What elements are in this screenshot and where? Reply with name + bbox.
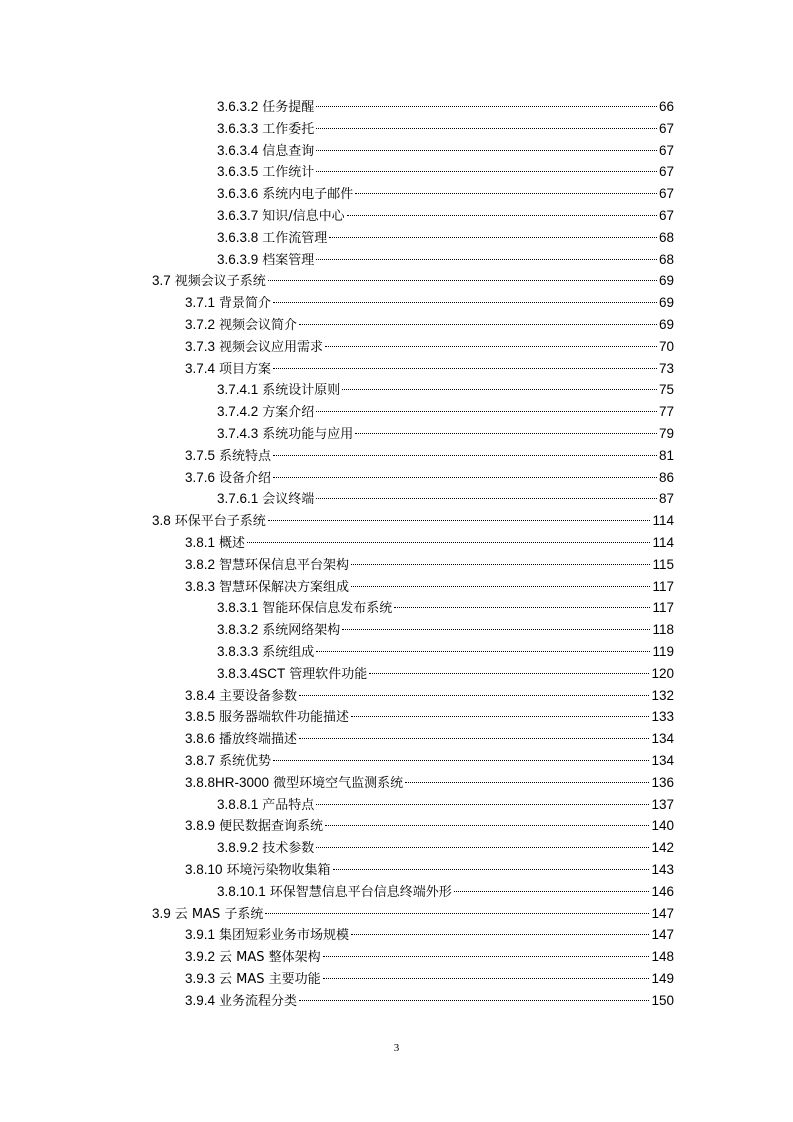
toc-entry[interactable]	[217, 141, 674, 161]
toc-dot-leader	[316, 498, 657, 499]
toc-entry[interactable]	[185, 686, 674, 706]
toc-entry[interactable]	[217, 838, 674, 858]
toc-entry-title: 视频会议子系统	[174, 274, 266, 290]
toc-entry-title: 系统组成	[262, 645, 315, 660]
toc-entry-title: 知识/信息中心	[262, 209, 345, 224]
toc-entry[interactable]	[185, 991, 674, 1011]
toc-entry-number: 3.6.3.5	[217, 164, 259, 180]
toc-entry-number: 3.8.10	[185, 862, 223, 877]
toc-entry-title: 云 MAS 子系统	[174, 906, 264, 922]
toc-entry[interactable]	[185, 533, 674, 553]
toc-entry-title: 系统内电子邮件	[262, 187, 354, 203]
toc-entry-page: 150	[651, 992, 674, 1008]
toc-entry-title: 技术参数	[262, 841, 315, 857]
toc-entry[interactable]	[217, 489, 674, 509]
toc-entry-number: 3.8.9	[185, 818, 216, 834]
toc-dot-leader	[454, 891, 650, 892]
toc-entry-title: 集团短彩业务市场规模	[219, 928, 350, 944]
toc-entry-number: 3.7.6	[185, 469, 216, 485]
toc-entry-number: 3.9.1	[185, 927, 216, 943]
toc-entry-page: 67	[658, 120, 674, 136]
toc-entry-page: 67	[658, 186, 674, 202]
toc-entry-page: 148	[651, 949, 674, 965]
toc-entry-title: 视频会议简介	[219, 318, 298, 333]
toc-entry-page: 146	[651, 883, 674, 899]
toc-dot-leader	[342, 389, 657, 390]
toc-dot-leader	[273, 477, 657, 478]
toc-entry-number: 3.7.6.1	[217, 491, 259, 507]
toc-entry-number: 3.7.5	[185, 447, 216, 463]
toc-dot-leader	[299, 1000, 649, 1001]
toc-entry-number: 3.8.2	[185, 556, 216, 572]
toc-entry-title: 任务提醒	[262, 100, 315, 115]
toc-dot-leader	[342, 629, 650, 630]
toc-dot-leader	[299, 695, 649, 696]
toc-entry-page: 70	[658, 338, 674, 354]
toc-entry-title: 工作统计	[262, 165, 315, 181]
toc-entry-number: 3.8.7	[185, 753, 216, 768]
toc-dot-leader	[351, 564, 650, 565]
toc-entry-number: 3.8.4	[185, 687, 216, 703]
toc-entry-number: 3.7.2	[185, 317, 216, 332]
toc-entry-title: 业务流程分类	[219, 993, 298, 1009]
toc-entry-number: 3.6.3.9	[217, 251, 259, 267]
toc-entry[interactable]	[217, 206, 674, 226]
toc-dot-leader	[316, 411, 657, 412]
toc-entry-page: 140	[651, 818, 674, 834]
toc-entry[interactable]	[185, 773, 674, 793]
toc-dot-leader	[316, 651, 650, 652]
toc-entry-number: 3.8.6	[185, 731, 216, 747]
toc-entry-title: 微型环境空气监测系统	[273, 775, 404, 791]
toc-entry-number: 3.7.4.3	[217, 426, 259, 441]
toc-entry-title: 智能环保信息发布系统	[262, 601, 393, 617]
toc-entry[interactable]	[185, 315, 674, 335]
toc-entry-page: 69	[658, 295, 674, 311]
toc-dot-leader	[323, 978, 650, 979]
toc-entry-page: 115	[652, 556, 674, 572]
toc-entry-title: 视频会议应用需求	[219, 339, 324, 355]
toc-entry-page: 114	[652, 535, 674, 550]
toc-dot-leader	[329, 237, 657, 238]
toc-entry-title: 系统网络架构	[262, 623, 341, 639]
toc-entry-page: 81	[658, 447, 674, 463]
toc-entry-title: 主要设备参数	[219, 688, 298, 704]
toc-dot-leader	[316, 259, 657, 260]
toc-entry-page: 87	[658, 491, 674, 507]
toc-dot-leader	[273, 302, 657, 303]
toc-entry[interactable]	[217, 424, 674, 444]
toc-entry[interactable]	[185, 468, 674, 488]
toc-entry[interactable]	[185, 293, 674, 313]
toc-entry-page: 66	[658, 99, 674, 114]
toc-dot-leader	[351, 934, 649, 935]
toc-entry-page: 133	[651, 709, 674, 725]
toc-entry-page: 119	[652, 644, 674, 659]
toc-dot-leader	[273, 455, 657, 456]
toc-entry-title: 信息查询	[262, 143, 315, 159]
toc-entry[interactable]	[217, 184, 674, 204]
toc-entry-number: 3.7	[152, 273, 171, 289]
toc-entry[interactable]	[185, 816, 674, 836]
toc-entry-number: 3.9.2	[185, 949, 216, 965]
toc-dot-leader	[333, 869, 650, 870]
toc-entry-page: 142	[651, 840, 674, 856]
toc-entry-page: 147	[651, 927, 674, 943]
toc-entry-number: 3.8.3.1	[217, 600, 259, 616]
toc-entry-page: 69	[658, 317, 674, 332]
toc-entry-title: 概述	[219, 536, 246, 551]
toc-entry-title: 播放终端描述	[219, 732, 298, 748]
toc-entry[interactable]	[217, 664, 674, 684]
toc-entry-number: 3.8.9.2	[217, 840, 259, 856]
toc-entry-number: 3.7.4.2	[217, 404, 259, 420]
toc-dot-leader	[247, 542, 650, 543]
toc-dot-leader	[369, 673, 649, 674]
toc-entry-page: 143	[651, 862, 674, 877]
toc-entry-page: 134	[651, 753, 674, 768]
toc-entry-page: 73	[658, 360, 674, 376]
toc-entry-number: 3.8.8HR-3000	[185, 774, 270, 790]
toc-entry-page: 67	[658, 208, 674, 223]
toc-dot-leader	[323, 956, 650, 957]
toc-dot-leader	[316, 106, 657, 107]
toc-dot-leader	[299, 324, 657, 325]
toc-entry-number: 3.8.10.1	[217, 883, 266, 899]
toc-entry-number: 3.7.4	[185, 360, 216, 376]
toc-entry[interactable]	[217, 162, 674, 182]
toc-entry-title: 环保平台子系统	[174, 514, 266, 530]
toc-entry-number: 3.8.3.4SCT	[217, 665, 286, 681]
toc-dot-leader	[316, 171, 657, 172]
toc-entry-page: 136	[651, 774, 674, 790]
toc-entry-title: 管理软件功能	[289, 666, 368, 682]
toc-entry-title: 系统优势	[219, 754, 272, 769]
toc-entry-number: 3.8.3.2	[217, 622, 259, 638]
toc-entry-number: 3.9.3	[185, 971, 216, 986]
toc-entry-number: 3.7.1	[185, 295, 216, 311]
toc-entry-page: 114	[652, 513, 674, 529]
page-number: 3	[393, 1042, 400, 1054]
toc-entry[interactable]	[185, 337, 674, 357]
toc-dot-leader	[355, 193, 657, 194]
toc-entry[interactable]	[185, 969, 674, 989]
toc-dot-leader	[316, 804, 649, 805]
toc-entry[interactable]	[185, 751, 674, 771]
toc-entry-page: 120	[651, 665, 674, 681]
toc-entry-title: 智慧环保解决方案组成	[219, 579, 350, 595]
toc-entry[interactable]	[185, 925, 674, 945]
toc-entry-page: 75	[658, 382, 674, 398]
toc-entry-number: 3.6.3.7	[217, 208, 259, 223]
toc-entry-title: 工作流管理	[262, 230, 328, 246]
toc-dot-leader	[273, 760, 649, 761]
toc-entry-page: 117	[652, 578, 674, 594]
toc-dot-leader	[299, 738, 649, 739]
toc-entry-page: 67	[658, 164, 674, 180]
toc-entry-title: 系统设计原则	[262, 383, 341, 399]
toc-dot-leader	[325, 346, 657, 347]
toc-entry-page: 134	[651, 731, 674, 747]
toc-entry[interactable]	[217, 795, 674, 815]
toc-entry[interactable]	[185, 947, 674, 967]
toc-entry[interactable]	[217, 620, 674, 640]
toc-entry[interactable]	[217, 250, 674, 270]
toc-dot-leader	[325, 825, 649, 826]
toc-entry-number: 3.8.1	[185, 535, 216, 550]
toc-entry[interactable]	[217, 642, 674, 662]
toc-entry-number: 3.8	[152, 513, 171, 529]
toc-dot-leader	[268, 280, 657, 281]
toc-dot-leader	[316, 847, 649, 848]
toc-entry-page: 68	[658, 229, 674, 245]
toc-entry-number: 3.6.3.6	[217, 186, 259, 202]
toc-dot-leader	[351, 586, 650, 587]
toc-entry-title: 档案管理	[262, 252, 315, 268]
toc-entry[interactable]	[152, 904, 674, 924]
toc-entry-title: 系统特点	[219, 448, 272, 464]
toc-entry-number: 3.6.3.4	[217, 142, 259, 158]
toc-entry[interactable]	[185, 446, 674, 466]
toc-entry-title: 环境污染物收集箱	[226, 863, 331, 878]
toc-dot-leader	[394, 607, 650, 608]
toc-entry[interactable]	[152, 511, 674, 531]
toc-entry-page: 86	[658, 469, 674, 485]
toc-dot-leader	[273, 368, 657, 369]
toc-entry-number: 3.7.4.1	[217, 382, 259, 398]
toc-entry-title: 工作委托	[262, 121, 315, 137]
toc-entry-title: 设备介绍	[219, 470, 272, 486]
toc-entry-title: 方案介绍	[262, 405, 315, 421]
toc-entry-title: 服务器端软件功能描述	[219, 710, 350, 726]
toc-entry-page: 67	[658, 142, 674, 158]
toc-dot-leader	[347, 215, 657, 216]
toc-entry-number: 3.6.3.3	[217, 120, 259, 136]
toc-entry-number: 3.9.4	[185, 992, 216, 1008]
toc-entry-number: 3.8.8.1	[217, 796, 259, 812]
toc-entry-title: 环保智慧信息平台信息终端外形	[269, 884, 452, 900]
toc-dot-leader	[268, 520, 651, 521]
toc-entry-page: 137	[651, 796, 674, 812]
toc-entry[interactable]	[217, 882, 674, 902]
toc-entry-page: 132	[651, 687, 674, 703]
toc-entry-page: 79	[658, 426, 674, 441]
toc-entry-number: 3.8.3	[185, 578, 216, 594]
toc-entry-number: 3.8.5	[185, 709, 216, 725]
toc-entry-title: 项目方案	[219, 361, 272, 377]
toc-dot-leader	[405, 782, 649, 783]
toc-entry-number: 3.9	[152, 905, 171, 921]
toc-entry-page: 149	[651, 971, 674, 986]
toc-entry[interactable]	[185, 359, 674, 379]
toc-entry[interactable]	[185, 577, 674, 597]
toc-entry[interactable]	[185, 860, 674, 880]
toc-entry-number: 3.8.3.3	[217, 644, 259, 659]
toc-entry-title: 系统功能与应用	[262, 427, 354, 442]
toc-entry-page: 117	[652, 600, 674, 616]
toc-dot-leader	[316, 150, 657, 151]
toc-entry-page: 77	[658, 404, 674, 420]
toc-dot-leader	[355, 433, 657, 434]
toc-entry-title: 云 MAS 主要功能	[219, 972, 321, 987]
toc-entry[interactable]	[152, 271, 674, 291]
toc-entry[interactable]	[217, 598, 674, 618]
toc-entry[interactable]	[185, 707, 674, 727]
toc-entry-title: 便民数据查询系统	[219, 819, 324, 835]
toc-entry[interactable]	[217, 97, 674, 117]
toc-entry-title: 会议终端	[262, 492, 315, 508]
toc-entry-number: 3.6.3.8	[217, 229, 259, 245]
toc-dot-leader	[265, 913, 649, 914]
toc-entry[interactable]	[217, 119, 674, 139]
toc-entry[interactable]	[217, 402, 674, 422]
toc-entry-page: 68	[658, 251, 674, 267]
toc-entry[interactable]	[217, 228, 674, 248]
toc-dot-leader	[316, 128, 657, 129]
toc-entry-title: 产品特点	[262, 797, 315, 813]
toc-entry-page: 118	[652, 622, 674, 638]
toc-entry-page: 147	[651, 905, 674, 921]
toc-entry-number: 3.7.3	[185, 338, 216, 354]
toc-entry-title: 云 MAS 整体架构	[219, 950, 321, 966]
toc-entry-page: 69	[658, 273, 674, 289]
toc-entry-title: 智慧环保信息平台架构	[219, 557, 350, 573]
toc-entry[interactable]	[185, 555, 674, 575]
toc-entry[interactable]	[185, 729, 674, 749]
toc-dot-leader	[351, 716, 649, 717]
toc-entry-number: 3.6.3.2	[217, 99, 259, 114]
toc-entry-title: 背景简介	[219, 296, 272, 312]
toc-entry[interactable]	[217, 380, 674, 400]
